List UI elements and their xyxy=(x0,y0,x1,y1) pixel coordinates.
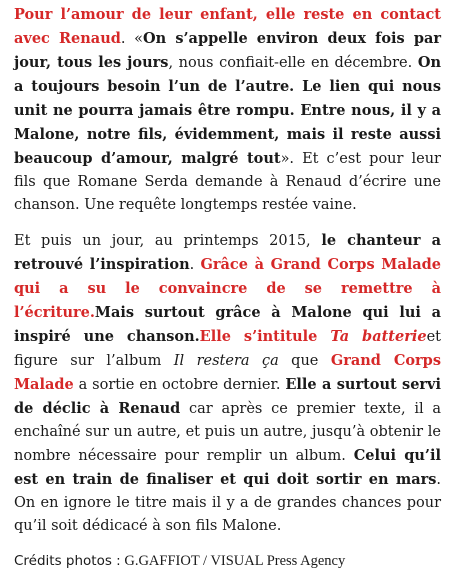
bold-text: Mais surtout grâce à Malone qui lui a inspiré une chanson. xyxy=(14,304,441,345)
credits-value: G.GAFFIOT / VISUAL Press Agency xyxy=(120,553,346,569)
article-body xyxy=(14,3,441,573)
body-text: Et puis un jour, au printemps 2015, xyxy=(14,233,322,249)
paragraph-2 xyxy=(14,229,441,538)
body-text: . On en ignore le titre mais il y a de grandes chances pour qu’il soit dédicacé à son fils Malone. xyxy=(14,472,441,534)
highlight-text: Grâce à Grand Corps Malade qui a su le convaincre de se remettre à l’écriture. xyxy=(14,256,441,321)
paragraph-1 xyxy=(14,3,441,217)
photo-credits xyxy=(14,550,441,573)
bold-text: Elle a surtout servi de déclic à Renaud xyxy=(14,376,441,417)
artist-name: Grand Corps Malade xyxy=(14,352,441,393)
body-text: , nous confiait-elle en décembre. xyxy=(168,55,418,71)
body-text: que xyxy=(278,353,331,369)
album-title: Il restera ça xyxy=(173,353,279,369)
body-text: car après ce premier texte, il a enchaîné sur un autre, et puis un autre, jusqu’à obtenir le nombre nécessaire pour remplir un album. xyxy=(14,401,441,464)
bold-text: le chanteur a retrouvé l’inspiration xyxy=(14,232,441,273)
highlight-text: Elle s’intitule xyxy=(199,328,331,345)
body-text: . xyxy=(189,257,201,273)
highlight-text: Pour l’amour de leur enfant, elle reste en contact avec Renaud xyxy=(14,6,441,47)
credits-label: Crédits photos : xyxy=(14,553,121,569)
quote-text: On a toujours besoin l’un de l’autre. Le lien qui nous unit ne pourra jamais être rompu. Entre nous, il y a Malone, notre fils, évidemment, mais il reste aussi beaucoup d’amour, malgré tout xyxy=(14,54,441,167)
body-text: et figure sur l’album xyxy=(14,329,442,369)
body-text: a sortie en octobre dernier. xyxy=(73,377,286,393)
song-title: Ta batterie xyxy=(330,328,427,345)
body-text: ». Et c’est pour leur fils que Romane Serda demande à Renaud d’écrire une chanson. Une requête longtemps restée vaine. xyxy=(14,151,441,213)
quote-text: On s’appelle environ deux fois par jour, tous les jours xyxy=(14,30,441,71)
bold-text: Celui qu’il est en train de finaliser et qui doit sortir en mars xyxy=(14,447,441,488)
body-text: . « xyxy=(120,31,144,47)
